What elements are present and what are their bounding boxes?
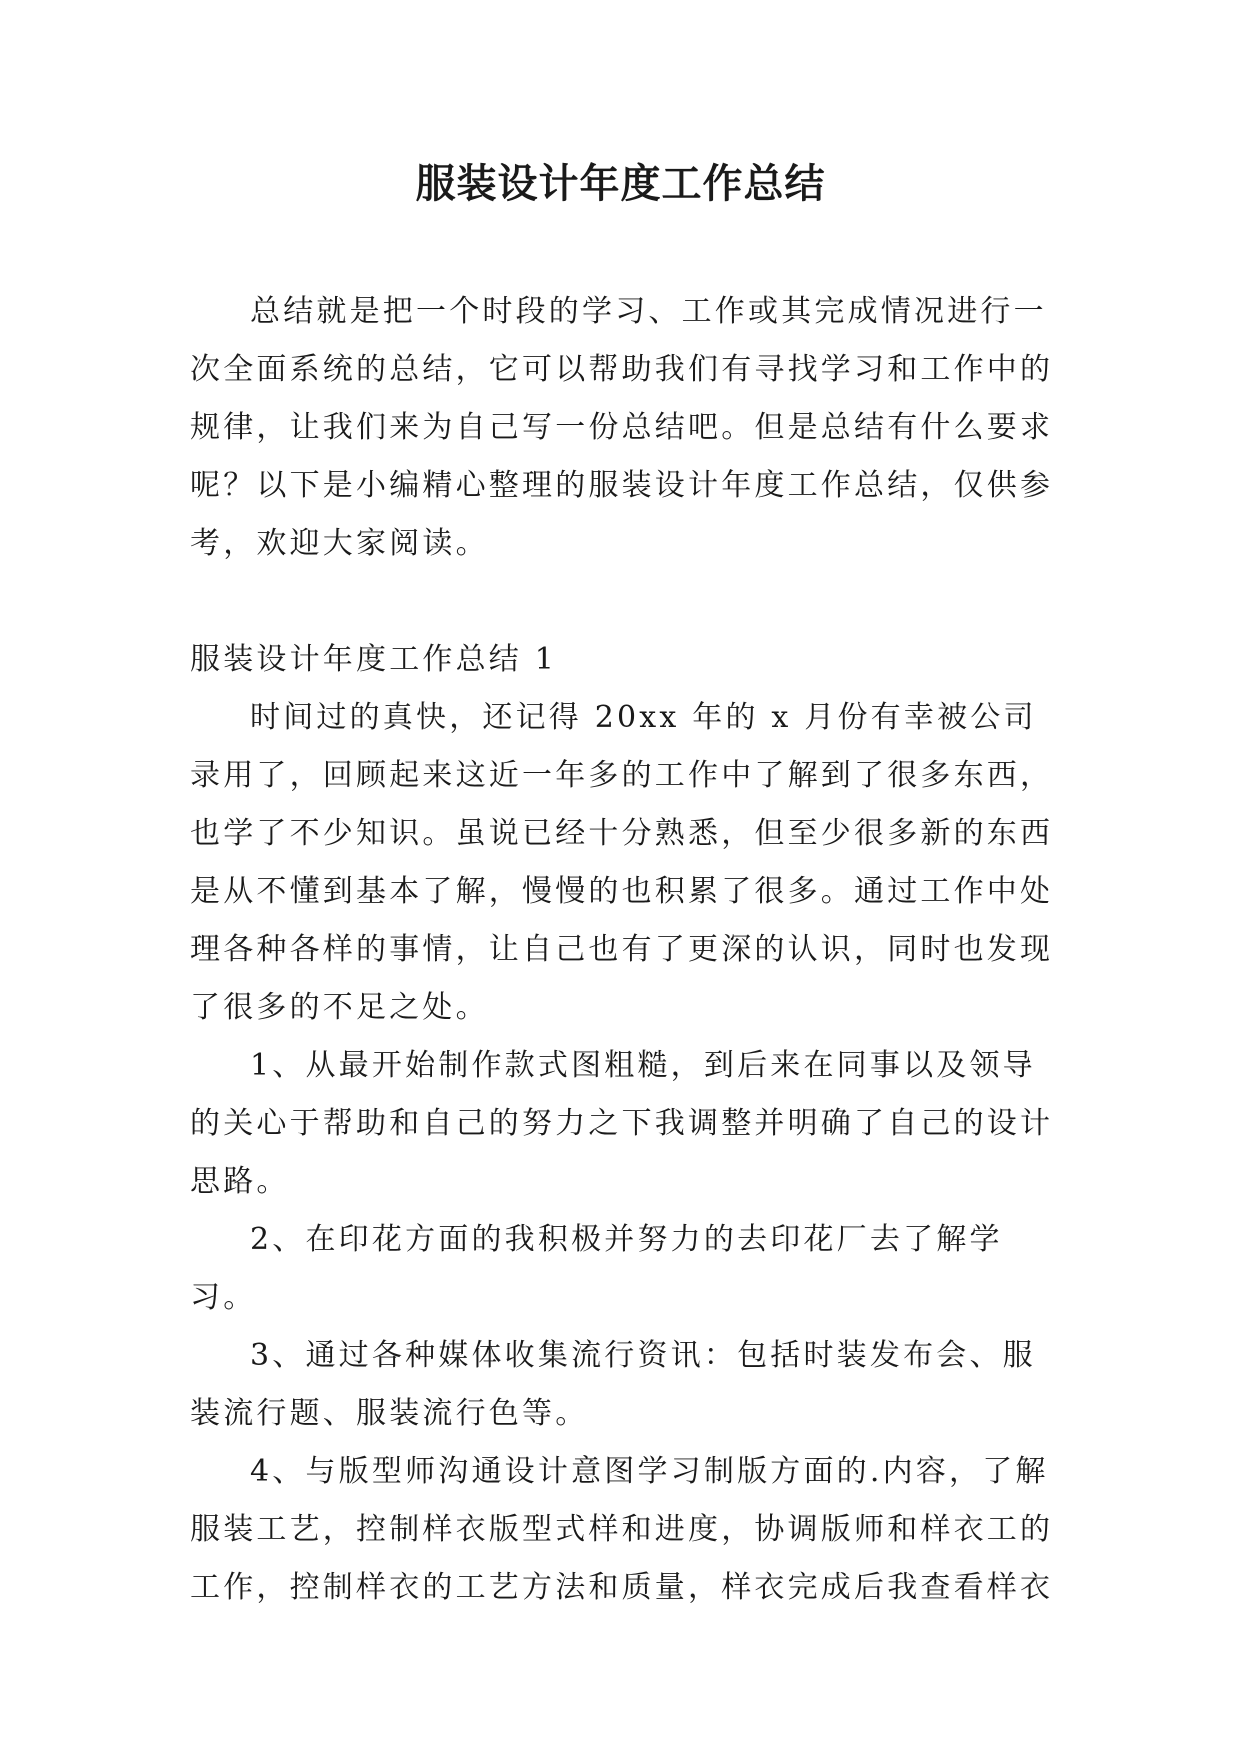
body-paragraph: 时间过的真快，还记得 20xx 年的 x 月份有幸被公司录用了，回顾起来这近一年多的工作中了解到了很多东西，也学了不少知识。虽说已经十分熟悉，但至少很多新的东西是从不懂到基本了解，慢慢的也积累了很多。通过工作中处理各种各样的事情，让自己也有了更深的认识，同时也发现了很多的不足之处。 [190,700,1054,1025]
list-item: 3、通过各种媒体收集流行资讯：包括时装发布会、服装流行题、服装流行色等。 [190,1338,1036,1431]
list-item: 1、从最开始制作款式图粗糙，到后来在同事以及领导的关心于帮助和自己的努力之下我调整并明确了自己的设计思路。 [190,1048,1054,1199]
document-title: 服装设计年度工作总结 [415,160,826,207]
document-body [190,283,1060,1617]
list-item: 2、在印花方面的我积极并努力的去印花厂去了解学习。 [190,1222,1003,1315]
section-heading: 服装设计年度工作总结 1 [190,642,558,677]
intro-paragraph: 总结就是把一个时段的学习、工作或其完成情况进行一次全面系统的总结，它可以帮助我们有寻找学习和工作中的规律，让我们来为自己写一份总结吧。但是总结有什么要求呢？以下是小编精心整理的服装设计年度工作总结，仅供参考，欢迎大家阅读。 [190,294,1054,561]
list-item: 4、与版型师沟通设计意图学习制版方面的.内容，了解服装工艺，控制样衣版型式样和进度，协调版师和样衣工的工作，控制样衣的工艺方法和质量，样衣完成后我查看样衣 [190,1454,1054,1605]
